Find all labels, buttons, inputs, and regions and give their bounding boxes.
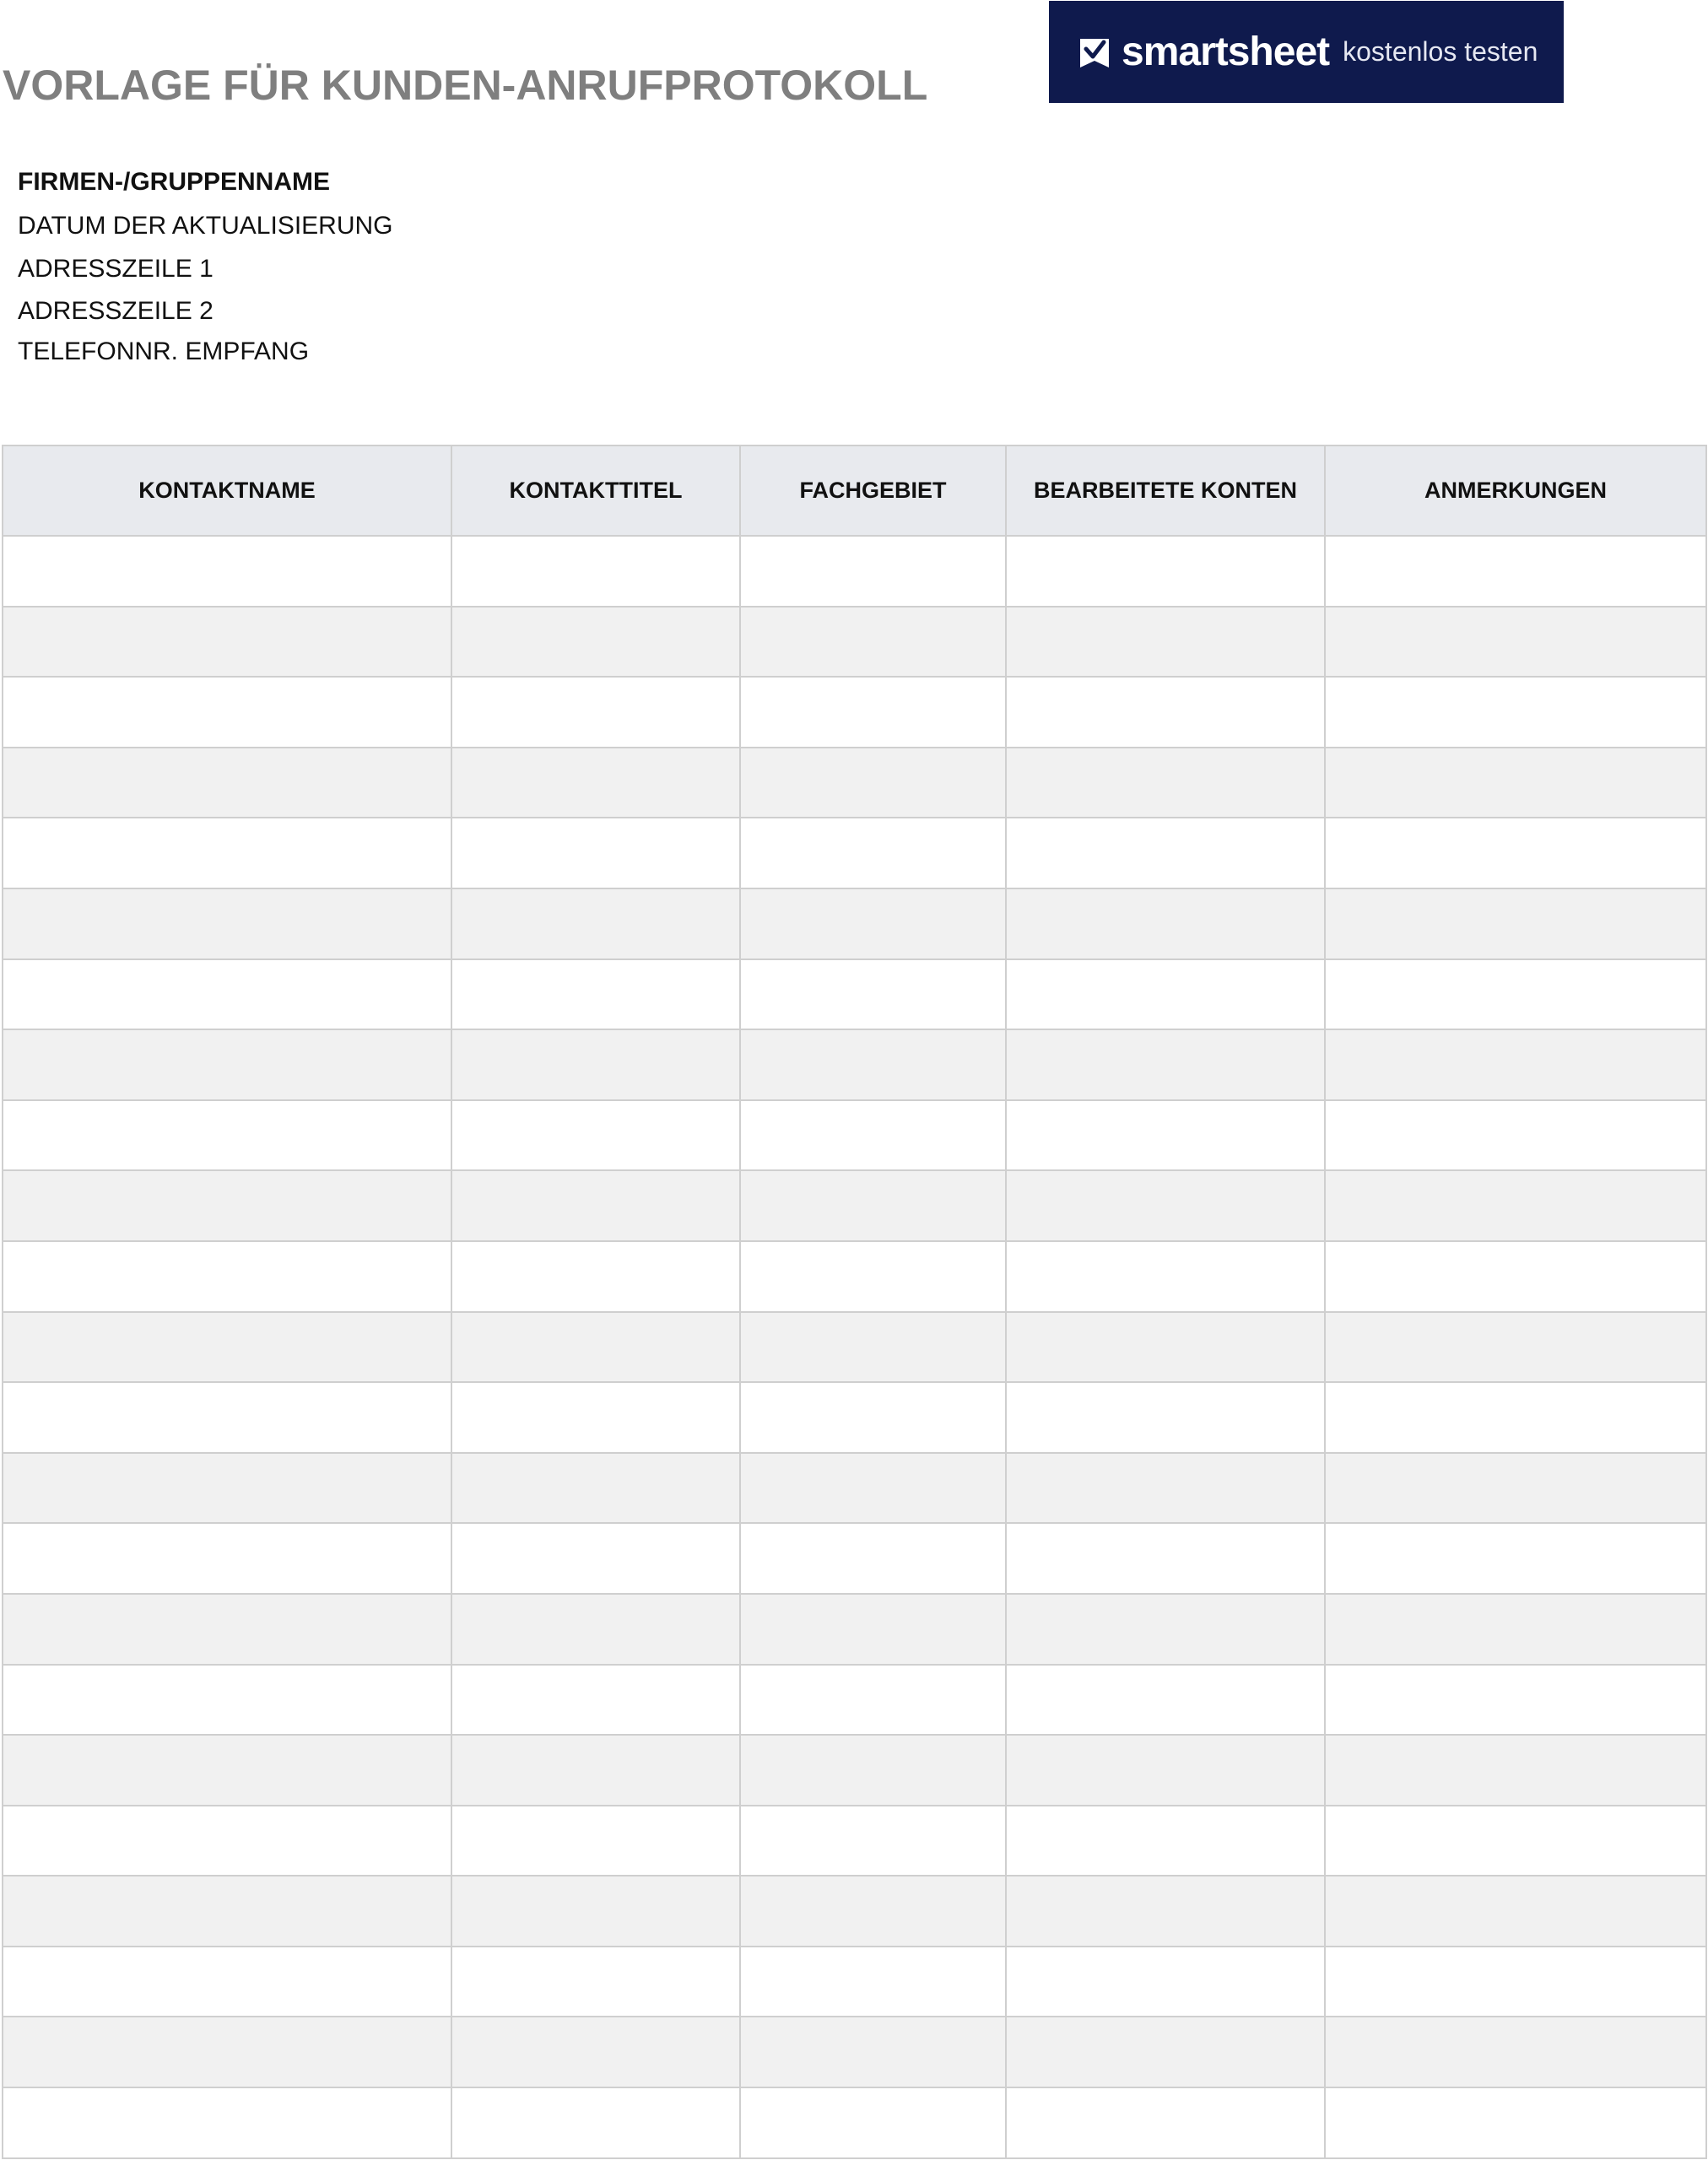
update-date-label[interactable]: DATUM DER AKTUALISIERUNG	[18, 212, 393, 240]
notes-cell[interactable]	[1325, 1382, 1706, 1453]
accounts-handled-cell[interactable]	[1006, 1947, 1325, 2017]
contact-name-cell[interactable]	[3, 1806, 451, 1876]
table-body	[3, 536, 1706, 2158]
table-row	[3, 1312, 1706, 1383]
specialty-cell[interactable]	[740, 1665, 1006, 1736]
accounts-handled-cell[interactable]	[1006, 1735, 1325, 1806]
contact-title-cell[interactable]	[451, 677, 740, 748]
call-log-table	[2, 445, 1707, 2159]
table-row	[3, 677, 1706, 748]
column-header-specialty: FACHGEBIET	[740, 446, 1006, 536]
company-info	[18, 160, 393, 374]
table-header-row	[3, 446, 1706, 536]
table-row	[3, 1876, 1706, 1947]
accounts-handled-cell[interactable]	[1006, 2017, 1325, 2087]
specialty-cell[interactable]	[740, 607, 1006, 678]
contact-name-cell[interactable]	[3, 1382, 451, 1453]
company-name-label[interactable]: FIRMEN-/GRUPPENNAME	[18, 168, 331, 196]
specialty-cell[interactable]	[740, 677, 1006, 748]
table-row	[3, 959, 1706, 1030]
contact-title-cell[interactable]	[451, 1029, 740, 1100]
table-row	[3, 2017, 1706, 2087]
accounts-handled-cell[interactable]	[1006, 1029, 1325, 1100]
notes-cell[interactable]	[1325, 1806, 1706, 1876]
notes-cell[interactable]	[1325, 1665, 1706, 1736]
notes-cell[interactable]	[1325, 1241, 1706, 1312]
contact-name-cell[interactable]	[3, 677, 451, 748]
table-row	[3, 1735, 1706, 1806]
table-row	[3, 1453, 1706, 1524]
specialty-cell[interactable]	[740, 1735, 1006, 1806]
contact-title-cell[interactable]	[451, 2017, 740, 2087]
contact-title-cell[interactable]	[451, 1523, 740, 1594]
address-line-1-label[interactable]: ADRESSZEILE 1	[18, 255, 214, 283]
accounts-handled-cell[interactable]	[1006, 1100, 1325, 1171]
contact-title-cell[interactable]	[451, 1312, 740, 1383]
notes-cell[interactable]	[1325, 2087, 1706, 2158]
table-row	[3, 1594, 1706, 1665]
contact-title-cell[interactable]	[451, 1665, 740, 1736]
accounts-handled-cell[interactable]	[1006, 959, 1325, 1030]
contact-title-cell[interactable]	[451, 1735, 740, 1806]
accounts-handled-cell[interactable]	[1006, 2087, 1325, 2158]
notes-cell[interactable]	[1325, 1312, 1706, 1383]
accounts-handled-cell[interactable]	[1006, 1453, 1325, 1524]
accounts-handled-cell[interactable]	[1006, 818, 1325, 888]
contact-title-cell[interactable]	[451, 1806, 740, 1876]
accounts-handled-cell[interactable]	[1006, 748, 1325, 818]
table-row	[3, 1382, 1706, 1453]
contact-name-cell[interactable]	[3, 1876, 451, 1947]
contact-name-cell[interactable]	[3, 888, 451, 959]
contact-title-cell[interactable]	[451, 748, 740, 818]
notes-cell[interactable]	[1325, 1100, 1706, 1171]
accounts-handled-cell[interactable]	[1006, 888, 1325, 959]
specialty-cell[interactable]	[740, 1382, 1006, 1453]
specialty-cell[interactable]	[740, 1947, 1006, 2017]
specialty-cell[interactable]	[740, 1029, 1006, 1100]
table-row	[3, 2087, 1706, 2158]
table-row	[3, 536, 1706, 607]
contact-name-cell[interactable]	[3, 959, 451, 1030]
column-header-contact-name: KONTAKTNAME	[3, 446, 451, 536]
specialty-cell[interactable]	[740, 1453, 1006, 1524]
contact-title-cell[interactable]	[451, 1453, 740, 1524]
notes-cell[interactable]	[1325, 959, 1706, 1030]
column-header-contact-title: KONTAKTTITEL	[451, 446, 740, 536]
specialty-cell[interactable]	[740, 1523, 1006, 1594]
table-row	[3, 1170, 1706, 1241]
notes-cell[interactable]	[1325, 677, 1706, 748]
contact-title-cell[interactable]	[451, 1241, 740, 1312]
table-row	[3, 1947, 1706, 2017]
address-line-2-label[interactable]: ADRESSZEILE 2	[18, 297, 214, 325]
contact-name-cell[interactable]	[3, 1100, 451, 1171]
contact-title-cell[interactable]	[451, 1170, 740, 1241]
banner-cta: kostenlos testen	[1343, 36, 1538, 67]
contact-name-cell[interactable]	[3, 1453, 451, 1524]
accounts-handled-cell[interactable]	[1006, 1241, 1325, 1312]
contact-title-cell[interactable]	[451, 1876, 740, 1947]
notes-cell[interactable]	[1325, 1594, 1706, 1665]
specialty-cell[interactable]	[740, 2017, 1006, 2087]
accounts-handled-cell[interactable]	[1006, 1594, 1325, 1665]
notes-cell[interactable]	[1325, 1453, 1706, 1524]
accounts-handled-cell[interactable]	[1006, 1382, 1325, 1453]
smartsheet-banner-link[interactable]	[1049, 1, 1564, 103]
contact-title-cell[interactable]	[451, 607, 740, 678]
specialty-cell[interactable]	[740, 1312, 1006, 1383]
table-row	[3, 1029, 1706, 1100]
specialty-cell[interactable]	[740, 2087, 1006, 2158]
contact-name-cell[interactable]	[3, 2087, 451, 2158]
contact-title-cell[interactable]	[451, 818, 740, 888]
accounts-handled-cell[interactable]	[1006, 1170, 1325, 1241]
table-row	[3, 1523, 1706, 1594]
reception-phone-label[interactable]: TELEFONNR. EMPFANG	[18, 338, 310, 365]
smartsheet-check-logo-icon	[1078, 35, 1111, 69]
notes-cell[interactable]	[1325, 1170, 1706, 1241]
contact-name-cell[interactable]	[3, 1735, 451, 1806]
contact-name-cell[interactable]	[3, 2017, 451, 2087]
contact-name-cell[interactable]	[3, 818, 451, 888]
table-row	[3, 748, 1706, 818]
column-header-accounts-handled: BEARBEITETE KONTEN	[1006, 446, 1325, 536]
column-header-notes: ANMERKUNGEN	[1325, 446, 1706, 536]
table-row	[3, 1241, 1706, 1312]
table-row	[3, 818, 1706, 888]
specialty-cell[interactable]	[740, 1876, 1006, 1947]
specialty-cell[interactable]	[740, 1170, 1006, 1241]
contact-title-cell[interactable]	[451, 1382, 740, 1453]
notes-cell[interactable]	[1325, 1735, 1706, 1806]
notes-cell[interactable]	[1325, 607, 1706, 678]
specialty-cell[interactable]	[740, 536, 1006, 607]
notes-cell[interactable]	[1325, 888, 1706, 959]
specialty-cell[interactable]	[740, 959, 1006, 1030]
banner-brand: smartsheet	[1122, 30, 1330, 74]
notes-cell[interactable]	[1325, 748, 1706, 818]
table-row	[3, 888, 1706, 959]
contact-name-cell[interactable]	[3, 1241, 451, 1312]
specialty-cell[interactable]	[740, 1594, 1006, 1665]
accounts-handled-cell[interactable]	[1006, 607, 1325, 678]
contact-name-cell[interactable]	[3, 1665, 451, 1736]
contact-title-cell[interactable]	[451, 959, 740, 1030]
specialty-cell[interactable]	[740, 1241, 1006, 1312]
specialty-cell[interactable]	[740, 748, 1006, 818]
accounts-handled-cell[interactable]	[1006, 536, 1325, 607]
specialty-cell[interactable]	[740, 818, 1006, 888]
table-row	[3, 1806, 1706, 1876]
contact-title-cell[interactable]	[451, 1100, 740, 1171]
accounts-handled-cell[interactable]	[1006, 1806, 1325, 1876]
table-row	[3, 607, 1706, 678]
contact-title-cell[interactable]	[451, 1594, 740, 1665]
notes-cell[interactable]	[1325, 818, 1706, 888]
contact-name-cell[interactable]	[3, 1170, 451, 1241]
accounts-handled-cell[interactable]	[1006, 677, 1325, 748]
contact-title-cell[interactable]	[451, 888, 740, 959]
specialty-cell[interactable]	[740, 1100, 1006, 1171]
notes-cell[interactable]	[1325, 1029, 1706, 1100]
table-row	[3, 1665, 1706, 1736]
contact-title-cell[interactable]	[451, 2087, 740, 2158]
contact-title-cell[interactable]	[451, 1947, 740, 2017]
contact-title-cell[interactable]	[451, 536, 740, 607]
contact-name-cell[interactable]	[3, 748, 451, 818]
specialty-cell[interactable]	[740, 888, 1006, 959]
contact-name-cell[interactable]	[3, 536, 451, 607]
accounts-handled-cell[interactable]	[1006, 1523, 1325, 1594]
notes-cell[interactable]	[1325, 1947, 1706, 2017]
contact-name-cell[interactable]	[3, 1312, 451, 1383]
notes-cell[interactable]	[1325, 2017, 1706, 2087]
notes-cell[interactable]	[1325, 1523, 1706, 1594]
contact-name-cell[interactable]	[3, 1029, 451, 1100]
notes-cell[interactable]	[1325, 536, 1706, 607]
document-title: VORLAGE FÜR KUNDEN-ANRUFPROTOKOLL	[3, 62, 928, 109]
contact-name-cell[interactable]	[3, 1947, 451, 2017]
accounts-handled-cell[interactable]	[1006, 1876, 1325, 1947]
accounts-handled-cell[interactable]	[1006, 1312, 1325, 1383]
contact-name-cell[interactable]	[3, 1594, 451, 1665]
contact-name-cell[interactable]	[3, 1523, 451, 1594]
contact-name-cell[interactable]	[3, 607, 451, 678]
table-row	[3, 1100, 1706, 1171]
specialty-cell[interactable]	[740, 1806, 1006, 1876]
accounts-handled-cell[interactable]	[1006, 1665, 1325, 1736]
notes-cell[interactable]	[1325, 1876, 1706, 1947]
